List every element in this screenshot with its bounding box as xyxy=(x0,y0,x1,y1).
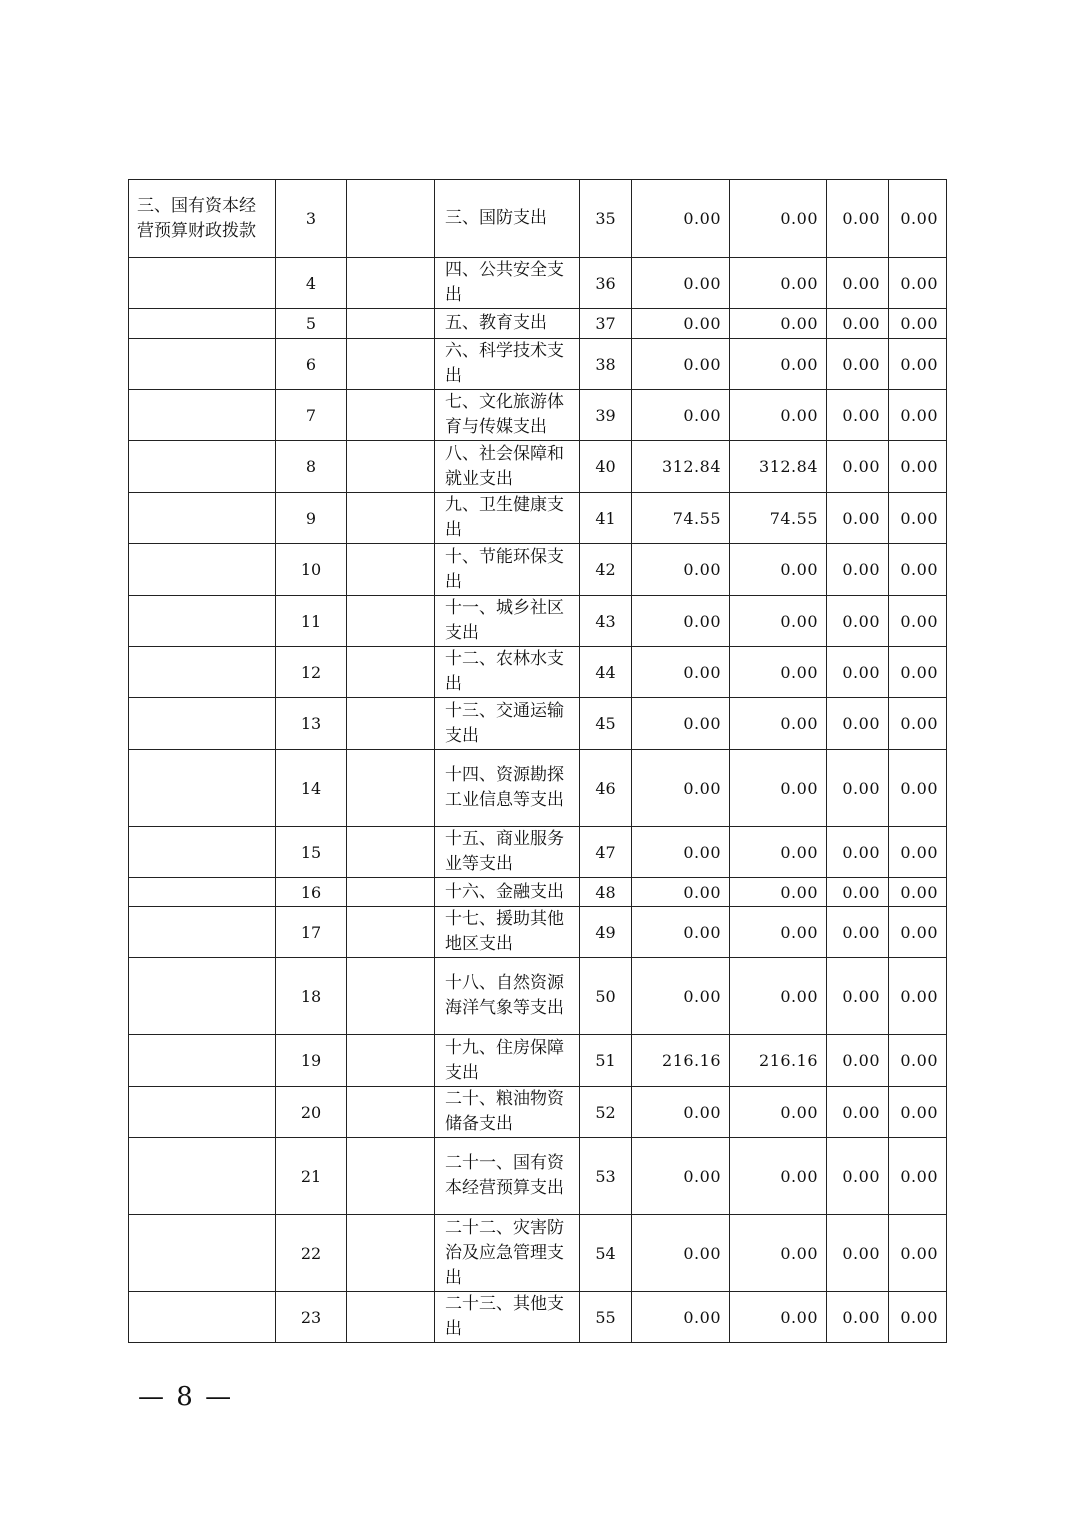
table-row xyxy=(129,750,947,827)
income-amount-cell xyxy=(347,441,435,493)
fund-budget-cell: 0.00 xyxy=(827,958,889,1035)
income-item-cell xyxy=(129,493,276,544)
expense-item-cell: 六、科学技术支出 xyxy=(435,339,580,390)
budget-table xyxy=(128,179,947,1343)
income-amount-cell xyxy=(347,827,435,878)
income-amount-cell xyxy=(347,958,435,1035)
table-row xyxy=(129,698,947,750)
total-amount-cell: 0.00 xyxy=(632,596,730,647)
table-row xyxy=(129,907,947,958)
income-amount-cell xyxy=(347,390,435,441)
state-capital-cell: 0.00 xyxy=(889,958,947,1035)
expense-item-cell: 十七、援助其他地区支出 xyxy=(435,907,580,958)
general-budget-cell: 0.00 xyxy=(730,647,827,698)
table-row xyxy=(129,544,947,596)
total-amount-cell: 0.00 xyxy=(632,1138,730,1215)
state-capital-cell: 0.00 xyxy=(889,1292,947,1343)
state-capital-cell: 0.00 xyxy=(889,647,947,698)
total-amount-cell: 0.00 xyxy=(632,1292,730,1343)
total-amount-cell: 0.00 xyxy=(632,878,730,907)
expense-item-cell: 十一、城乡社区支出 xyxy=(435,596,580,647)
expense-line-number: 38 xyxy=(580,339,632,390)
income-amount-cell xyxy=(347,339,435,390)
state-capital-cell: 0.00 xyxy=(889,878,947,907)
expense-line-number: 39 xyxy=(580,390,632,441)
income-amount-cell xyxy=(347,1215,435,1292)
income-line-number: 7 xyxy=(276,390,347,441)
fund-budget-cell: 0.00 xyxy=(827,827,889,878)
income-amount-cell xyxy=(347,180,435,258)
table-row xyxy=(129,596,947,647)
general-budget-cell: 0.00 xyxy=(730,596,827,647)
general-budget-cell: 0.00 xyxy=(730,827,827,878)
income-item-cell xyxy=(129,441,276,493)
total-amount-cell: 0.00 xyxy=(632,698,730,750)
income-line-number: 21 xyxy=(276,1138,347,1215)
expense-line-number: 46 xyxy=(580,750,632,827)
total-amount-cell: 0.00 xyxy=(632,750,730,827)
expense-item-cell: 五、教育支出 xyxy=(435,309,580,339)
income-amount-cell xyxy=(347,544,435,596)
state-capital-cell: 0.00 xyxy=(889,493,947,544)
income-item-cell: 三、国有资本经营预算财政拨款 xyxy=(129,180,276,258)
income-line-number: 11 xyxy=(276,596,347,647)
table-row xyxy=(129,441,947,493)
table-body xyxy=(129,180,947,1343)
total-amount-cell: 74.55 xyxy=(632,493,730,544)
table-row xyxy=(129,958,947,1035)
table-row xyxy=(129,1035,947,1087)
income-item-cell xyxy=(129,258,276,309)
fund-budget-cell: 0.00 xyxy=(827,390,889,441)
expense-line-number: 44 xyxy=(580,647,632,698)
expense-line-number: 45 xyxy=(580,698,632,750)
expense-line-number: 36 xyxy=(580,258,632,309)
expense-item-cell: 二十一、国有资本经营预算支出 xyxy=(435,1138,580,1215)
table-row xyxy=(129,1087,947,1138)
expense-item-cell: 四、公共安全支出 xyxy=(435,258,580,309)
fund-budget-cell: 0.00 xyxy=(827,309,889,339)
income-amount-cell xyxy=(347,647,435,698)
expense-line-number: 52 xyxy=(580,1087,632,1138)
income-item-cell xyxy=(129,596,276,647)
income-line-number: 13 xyxy=(276,698,347,750)
state-capital-cell: 0.00 xyxy=(889,339,947,390)
income-amount-cell xyxy=(347,698,435,750)
expense-line-number: 41 xyxy=(580,493,632,544)
income-item-cell xyxy=(129,339,276,390)
total-amount-cell: 0.00 xyxy=(632,1087,730,1138)
total-amount-cell: 0.00 xyxy=(632,647,730,698)
general-budget-cell: 0.00 xyxy=(730,1087,827,1138)
general-budget-cell: 0.00 xyxy=(730,544,827,596)
state-capital-cell: 0.00 xyxy=(889,698,947,750)
state-capital-cell: 0.00 xyxy=(889,180,947,258)
income-line-number: 20 xyxy=(276,1087,347,1138)
fund-budget-cell: 0.00 xyxy=(827,878,889,907)
general-budget-cell: 0.00 xyxy=(730,750,827,827)
fund-budget-cell: 0.00 xyxy=(827,596,889,647)
expense-item-cell: 九、卫生健康支出 xyxy=(435,493,580,544)
state-capital-cell: 0.00 xyxy=(889,1138,947,1215)
expense-item-cell: 十二、农林水支出 xyxy=(435,647,580,698)
general-budget-cell: 0.00 xyxy=(730,309,827,339)
expense-item-cell: 十九、住房保障支出 xyxy=(435,1035,580,1087)
expense-line-number: 50 xyxy=(580,958,632,1035)
income-amount-cell xyxy=(347,1292,435,1343)
general-budget-cell: 0.00 xyxy=(730,258,827,309)
state-capital-cell: 0.00 xyxy=(889,596,947,647)
expense-item-cell: 十、节能环保支出 xyxy=(435,544,580,596)
fund-budget-cell: 0.00 xyxy=(827,1087,889,1138)
income-item-cell xyxy=(129,1215,276,1292)
total-amount-cell: 0.00 xyxy=(632,1215,730,1292)
total-amount-cell: 0.00 xyxy=(632,958,730,1035)
expense-item-cell: 十八、自然资源海洋气象等支出 xyxy=(435,958,580,1035)
table-row xyxy=(129,1215,947,1292)
income-line-number: 18 xyxy=(276,958,347,1035)
state-capital-cell: 0.00 xyxy=(889,750,947,827)
fund-budget-cell: 0.00 xyxy=(827,544,889,596)
income-amount-cell xyxy=(347,878,435,907)
income-line-number: 19 xyxy=(276,1035,347,1087)
state-capital-cell: 0.00 xyxy=(889,544,947,596)
state-capital-cell: 0.00 xyxy=(889,827,947,878)
income-line-number: 22 xyxy=(276,1215,347,1292)
income-amount-cell xyxy=(347,596,435,647)
income-line-number: 10 xyxy=(276,544,347,596)
general-budget-cell: 0.00 xyxy=(730,878,827,907)
fund-budget-cell: 0.00 xyxy=(827,339,889,390)
fund-budget-cell: 0.00 xyxy=(827,1292,889,1343)
total-amount-cell: 0.00 xyxy=(632,309,730,339)
income-line-number: 17 xyxy=(276,907,347,958)
expense-line-number: 53 xyxy=(580,1138,632,1215)
total-amount-cell: 312.84 xyxy=(632,441,730,493)
income-amount-cell xyxy=(347,1138,435,1215)
income-line-number: 12 xyxy=(276,647,347,698)
income-item-cell xyxy=(129,907,276,958)
expense-line-number: 49 xyxy=(580,907,632,958)
income-item-cell xyxy=(129,390,276,441)
state-capital-cell: 0.00 xyxy=(889,1035,947,1087)
income-item-cell xyxy=(129,1087,276,1138)
total-amount-cell: 0.00 xyxy=(632,544,730,596)
general-budget-cell: 0.00 xyxy=(730,698,827,750)
expense-line-number: 47 xyxy=(580,827,632,878)
general-budget-cell: 312.84 xyxy=(730,441,827,493)
state-capital-cell: 0.00 xyxy=(889,309,947,339)
fund-budget-cell: 0.00 xyxy=(827,493,889,544)
general-budget-cell: 216.16 xyxy=(730,1035,827,1087)
table-row xyxy=(129,390,947,441)
table-row xyxy=(129,878,947,907)
income-amount-cell xyxy=(347,309,435,339)
fund-budget-cell: 0.00 xyxy=(827,647,889,698)
state-capital-cell: 0.00 xyxy=(889,1087,947,1138)
table-row xyxy=(129,1292,947,1343)
fund-budget-cell: 0.00 xyxy=(827,258,889,309)
income-line-number: 8 xyxy=(276,441,347,493)
general-budget-cell: 0.00 xyxy=(730,390,827,441)
total-amount-cell: 0.00 xyxy=(632,390,730,441)
income-line-number: 5 xyxy=(276,309,347,339)
income-line-number: 14 xyxy=(276,750,347,827)
general-budget-cell: 0.00 xyxy=(730,1215,827,1292)
income-item-cell xyxy=(129,698,276,750)
income-line-number: 3 xyxy=(276,180,347,258)
expense-line-number: 48 xyxy=(580,878,632,907)
expense-item-cell: 七、文化旅游体育与传媒支出 xyxy=(435,390,580,441)
general-budget-cell: 0.00 xyxy=(730,1138,827,1215)
fund-budget-cell: 0.00 xyxy=(827,441,889,493)
state-capital-cell: 0.00 xyxy=(889,1215,947,1292)
total-amount-cell: 0.00 xyxy=(632,827,730,878)
fund-budget-cell: 0.00 xyxy=(827,750,889,827)
state-capital-cell: 0.00 xyxy=(889,907,947,958)
income-item-cell xyxy=(129,309,276,339)
expense-line-number: 37 xyxy=(580,309,632,339)
general-budget-cell: 0.00 xyxy=(730,907,827,958)
total-amount-cell: 0.00 xyxy=(632,339,730,390)
income-line-number: 9 xyxy=(276,493,347,544)
income-item-cell xyxy=(129,1292,276,1343)
state-capital-cell: 0.00 xyxy=(889,390,947,441)
fund-budget-cell: 0.00 xyxy=(827,698,889,750)
income-amount-cell xyxy=(347,1035,435,1087)
state-capital-cell: 0.00 xyxy=(889,258,947,309)
fund-budget-cell: 0.00 xyxy=(827,1035,889,1087)
table-row xyxy=(129,339,947,390)
expense-item-cell: 十三、交通运输支出 xyxy=(435,698,580,750)
table-row xyxy=(129,309,947,339)
fund-budget-cell: 0.00 xyxy=(827,1215,889,1292)
table-row xyxy=(129,258,947,309)
expense-line-number: 40 xyxy=(580,441,632,493)
total-amount-cell: 0.00 xyxy=(632,907,730,958)
table-row xyxy=(129,647,947,698)
table-row xyxy=(129,1138,947,1215)
general-budget-cell: 0.00 xyxy=(730,958,827,1035)
expense-item-cell: 二十三、其他支出 xyxy=(435,1292,580,1343)
expense-item-cell: 十五、商业服务业等支出 xyxy=(435,827,580,878)
income-line-number: 16 xyxy=(276,878,347,907)
total-amount-cell: 0.00 xyxy=(632,180,730,258)
expense-item-cell: 八、社会保障和就业支出 xyxy=(435,441,580,493)
total-amount-cell: 0.00 xyxy=(632,258,730,309)
income-line-number: 4 xyxy=(276,258,347,309)
expense-item-cell: 三、国防支出 xyxy=(435,180,580,258)
expense-item-cell: 二十二、灾害防治及应急管理支出 xyxy=(435,1215,580,1292)
fund-budget-cell: 0.00 xyxy=(827,180,889,258)
income-line-number: 6 xyxy=(276,339,347,390)
total-amount-cell: 216.16 xyxy=(632,1035,730,1087)
table-row xyxy=(129,827,947,878)
income-amount-cell xyxy=(347,750,435,827)
expense-line-number: 43 xyxy=(580,596,632,647)
general-budget-cell: 74.55 xyxy=(730,493,827,544)
income-item-cell xyxy=(129,827,276,878)
income-amount-cell xyxy=(347,493,435,544)
income-amount-cell xyxy=(347,258,435,309)
income-amount-cell xyxy=(347,907,435,958)
income-line-number: 15 xyxy=(276,827,347,878)
expense-line-number: 51 xyxy=(580,1035,632,1087)
expense-item-cell: 十六、金融支出 xyxy=(435,878,580,907)
income-line-number: 23 xyxy=(276,1292,347,1343)
table-row xyxy=(129,493,947,544)
expense-line-number: 42 xyxy=(580,544,632,596)
income-item-cell xyxy=(129,647,276,698)
income-item-cell xyxy=(129,878,276,907)
general-budget-cell: 0.00 xyxy=(730,339,827,390)
general-budget-cell: 0.00 xyxy=(730,180,827,258)
expense-line-number: 55 xyxy=(580,1292,632,1343)
general-budget-cell: 0.00 xyxy=(730,1292,827,1343)
income-item-cell xyxy=(129,958,276,1035)
state-capital-cell: 0.00 xyxy=(889,441,947,493)
fund-budget-cell: 0.00 xyxy=(827,1138,889,1215)
expense-line-number: 35 xyxy=(580,180,632,258)
table-row xyxy=(129,180,947,258)
income-item-cell xyxy=(129,1138,276,1215)
expense-line-number: 54 xyxy=(580,1215,632,1292)
income-item-cell xyxy=(129,544,276,596)
expense-item-cell: 二十、粮油物资储备支出 xyxy=(435,1087,580,1138)
income-item-cell xyxy=(129,750,276,827)
income-item-cell xyxy=(129,1035,276,1087)
page-number: — 8 — xyxy=(138,1382,234,1412)
income-amount-cell xyxy=(347,1087,435,1138)
fund-budget-cell: 0.00 xyxy=(827,907,889,958)
expense-item-cell: 十四、资源勘探工业信息等支出 xyxy=(435,750,580,827)
